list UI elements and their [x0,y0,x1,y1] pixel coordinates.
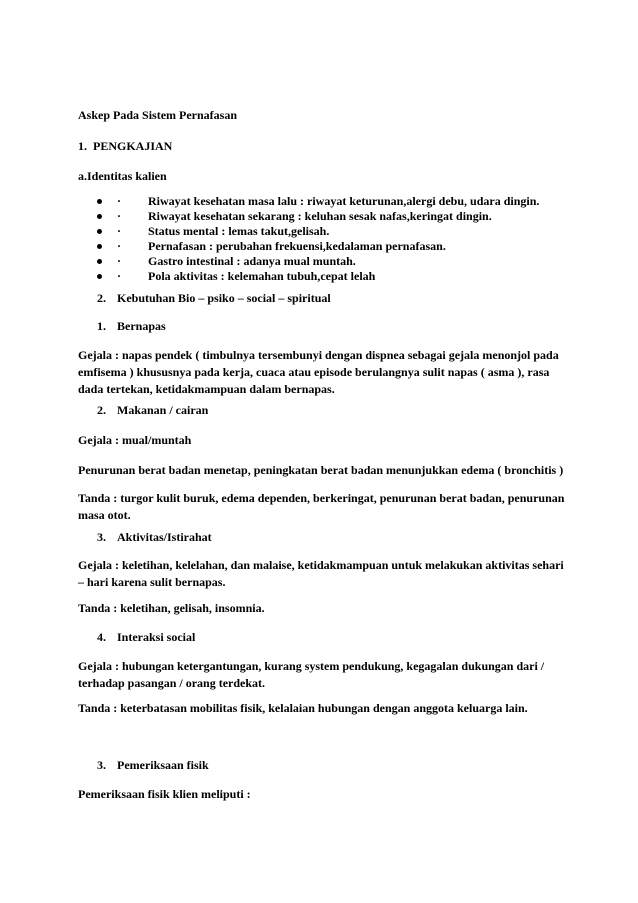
section-label: PENGKAJIAN [93,139,173,153]
aktivitas-tanda: Tanda : keletihan, gelisah, insomnia. [78,601,265,615]
bullet-dot-icon [97,274,102,279]
interaksi-tanda: Tanda : keterbatasan mobilitas fisik, kelalaian hubungan dengan anggota keluarga lain. [78,701,528,715]
pemeriksaan-text: Pemeriksaan fisik klien meliputi : [78,787,251,801]
paragraph-line: – hari karena sulit bernapas. [78,575,226,589]
list-number: 2. [97,291,106,305]
list-item [0,269,638,283]
paragraph-line: Gejala : napas pendek ( timbulnya tersembunyi dengan dispnea sebagai gejala menonjol pada [78,348,559,362]
bernapas-gejala-paragraph [78,347,568,398]
list-label: Aktivitas/Istirahat [117,530,212,544]
document-title: Askep Pada Sistem Pernafasan [78,108,238,122]
bullet-dot-icon [97,214,102,219]
list-label: Pemeriksaan fisik [117,758,209,772]
identitas-heading: a.Identitas kalien [78,169,167,183]
list-number: 4. [97,630,106,644]
paragraph-line: masa otot. [78,508,131,522]
bullet-text: Riwayat kesehatan masa lalu : riwayat keturunan,alergi debu, udara dingin. [148,194,540,208]
bullet-marker: · [117,254,122,268]
bullet-text: Gastro intestinal : adanya mual muntah. [148,254,356,268]
paragraph-line: Gejala : hubungan ketergantungan, kurang system pendukung, kegagalan dukungan dari / [78,659,545,673]
bullet-dot-icon [97,259,102,264]
list-item [0,239,638,253]
list-item [0,254,638,268]
bullet-text: Pola aktivitas : kelemahan tubuh,cepat lelah [148,269,376,283]
list-item [0,209,638,223]
list-label: Kebutuhan Bio – psiko – social – spiritual [117,291,331,305]
paragraph-line: Gejala : keletihan, kelelahan, dan malaise, ketidakmampuan untuk melakukan aktivitas sehari [78,558,564,572]
bullet-text: Status mental : lemas takut,gelisah. [148,224,330,238]
bullet-marker: · [117,239,122,253]
bullet-marker: · [117,194,122,208]
list-number: 3. [97,530,106,544]
makanan-penurunan: Penurunan berat badan menetap, peningkatan berat badan menunjukkan edema ( bronchitis ) [78,463,564,477]
interaksi-gejala-paragraph [78,658,568,692]
bullet-marker: · [117,224,122,238]
makanan-gejala: Gejala : mual/muntah [78,433,192,447]
list-label: Interaksi social [117,630,196,644]
list-number: 3. [97,758,106,772]
bullet-dot-icon [97,199,102,204]
bullet-dot-icon [97,229,102,234]
bullet-text: Riwayat kesehatan sekarang : keluhan sesak nafas,keringat dingin. [148,209,492,223]
list-label: Bernapas [117,319,166,333]
paragraph-line: emfisema ) khususnya pada kerja, cuaca atau episode berulangnya sulit napas ( asma ), rasa [78,365,550,379]
bullet-dot-icon [97,244,102,249]
bullet-text: Pernafasan : perubahan frekuensi,kedalaman pernafasan. [148,239,446,253]
makanan-tanda-paragraph [78,490,568,524]
bullet-marker: · [117,209,122,223]
bullet-marker: · [117,269,122,283]
section-heading-pengkajian [78,138,568,154]
list-item [0,224,638,238]
list-label: Makanan / cairan [117,403,209,417]
list-item [0,194,638,208]
paragraph-line: dada tertekan, ketidakmampuan dalam bernapas. [78,382,335,396]
aktivitas-gejala-paragraph [78,557,568,591]
paragraph-line: Tanda : turgor kulit buruk, edema dependen, berkeringat, penurunan berat badan, penurunan [78,491,565,505]
list-number: 1. [97,319,106,333]
paragraph-line: terhadap pasangan / orang terdekat. [78,676,266,690]
list-number: 2. [97,403,106,417]
section-number: 1. [78,139,87,153]
